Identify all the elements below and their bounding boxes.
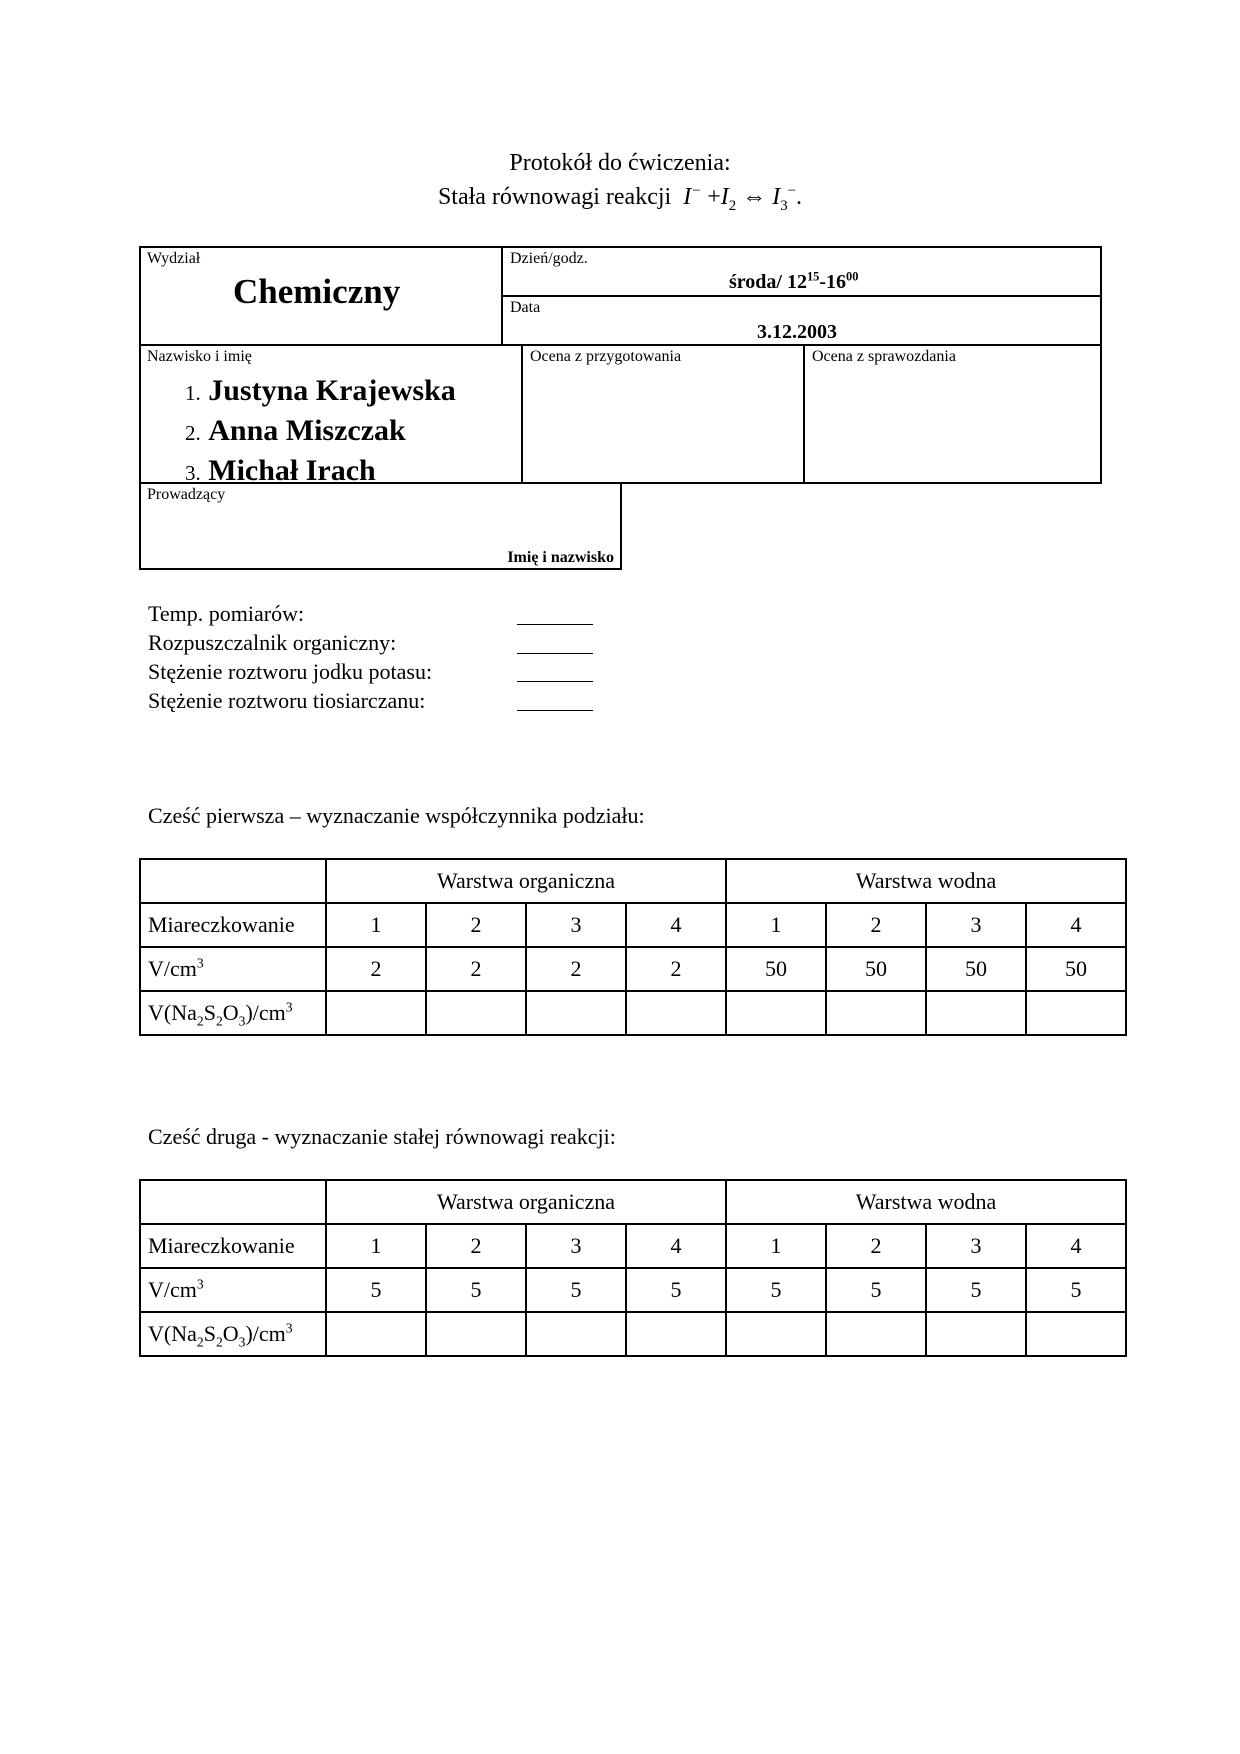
titration-cell: 4 <box>1026 1224 1126 1268</box>
part2-title: Cześć druga - wyznaczanie stałej równowagi reakcji: <box>148 1124 616 1149</box>
titration-cell: 3 <box>526 1224 626 1268</box>
volume-cell: 50 <box>1026 947 1126 991</box>
wydzial-label: Wydział <box>147 250 201 267</box>
header-line-1: Protokół do ćwiczenia: <box>509 150 731 176</box>
volume-cell: 50 <box>826 947 926 991</box>
org-header: Warstwa organiczna <box>326 1180 726 1224</box>
empty-cell[interactable] <box>426 1312 526 1356</box>
row-label-volume: $V/cm^3$ <box>140 947 326 991</box>
empty-cell[interactable] <box>726 1312 826 1356</box>
empty-cell[interactable] <box>826 1312 926 1356</box>
titration-cell: 1 <box>326 903 426 947</box>
titration-cell: 1 <box>726 1224 826 1268</box>
field-solvent-blank <box>517 653 593 654</box>
table-row <box>140 947 1126 991</box>
empty-cell[interactable] <box>326 1312 426 1356</box>
volume-cell: 5 <box>926 1268 1026 1312</box>
field-ki-blank <box>517 681 593 682</box>
empty-cell[interactable] <box>526 1312 626 1356</box>
header-line-2-text: Stała równowagi reakcji <box>437 184 672 210</box>
table-row <box>140 1268 1126 1312</box>
empty-cell[interactable] <box>626 991 726 1035</box>
titration-cell: 3 <box>926 903 1026 947</box>
wydzial-value: Chemiczny <box>233 272 401 311</box>
ocena-sprawozdania-box <box>803 344 1102 484</box>
titration-cell: 3 <box>526 903 626 947</box>
wydzial-box <box>139 246 503 346</box>
wod-header: Warstwa wodna <box>726 1180 1126 1224</box>
empty-cell[interactable] <box>326 991 426 1035</box>
header-line-2 <box>0 183 1240 214</box>
titration-cell: 1 <box>326 1224 426 1268</box>
prowadzacy-label: Prowadzący <box>147 486 226 503</box>
volume-cell: 5 <box>726 1268 826 1312</box>
titration-cell: 1 <box>726 903 826 947</box>
data-label: Data <box>510 299 541 316</box>
ocena-sprawozdania-label: Ocena z sprawozdania <box>812 348 956 365</box>
titration-cell: 2 <box>826 1224 926 1268</box>
volume-cell: 50 <box>926 947 1026 991</box>
corner-cell <box>140 1180 326 1224</box>
corner-cell <box>140 859 326 903</box>
field-solvent: Rozpuszczalnik organiczny: <box>148 630 397 655</box>
names-list <box>185 372 456 492</box>
row-label-volume: $V/cm^3$ <box>140 1268 326 1312</box>
table-row <box>140 1312 1126 1356</box>
name-item: 1. Justyna Krajewska <box>185 374 456 407</box>
empty-cell[interactable] <box>926 1312 1026 1356</box>
nazwisko-box <box>139 344 523 487</box>
empty-cell[interactable] <box>626 1312 726 1356</box>
titration-cell: 4 <box>626 903 726 947</box>
table-row <box>140 991 1126 1035</box>
dzien-value: środa/ $12^{15}-16^{00}$ <box>729 269 859 293</box>
titration-cell: 2 <box>426 1224 526 1268</box>
ocena-przygotowania-box <box>521 344 805 484</box>
table-row <box>140 1224 1126 1268</box>
part2-table <box>139 1179 1127 1357</box>
field-thio-blank <box>517 710 593 711</box>
volume-cell: 50 <box>726 947 826 991</box>
volume-cell: 5 <box>826 1268 926 1312</box>
table-row <box>140 859 1126 903</box>
nazwisko-label: Nazwisko i imię <box>147 348 252 365</box>
field-temp-blank <box>517 624 593 625</box>
prowadzacy-box <box>139 482 622 570</box>
name-item: 2. Anna Miszczak <box>185 414 406 447</box>
titration-cell: 4 <box>1026 903 1126 947</box>
titration-cell: 4 <box>626 1224 726 1268</box>
name-item: 3. Michał Irach <box>185 454 376 487</box>
volume-cell: 5 <box>626 1268 726 1312</box>
data-box <box>501 295 1102 346</box>
empty-cell[interactable] <box>1026 1312 1126 1356</box>
field-thio: Stężenie roztworu tiosiarczanu: <box>148 688 426 713</box>
row-label-thiosulfate: $V(Na_2S_2O_3)/cm^3$ <box>140 991 326 1035</box>
field-ki: Stężenie roztworu jodku potasu: <box>148 659 433 684</box>
reaction-equation: $I^- +I_2$ ⇔ $I_3^-$. <box>683 183 803 214</box>
field-temp: Temp. pomiarów: <box>148 601 305 626</box>
empty-cell[interactable] <box>926 991 1026 1035</box>
part1-title: Cześć pierwsza – wyznaczanie współczynnika podziału: <box>148 803 645 828</box>
empty-cell[interactable] <box>826 991 926 1035</box>
titration-cell: 2 <box>426 903 526 947</box>
volume-cell: 5 <box>526 1268 626 1312</box>
wod-header: Warstwa wodna <box>726 859 1126 903</box>
empty-cell[interactable] <box>726 991 826 1035</box>
imie-nazwisko-label: Imię i nazwisko <box>507 549 614 566</box>
data-value: 3.12.2003 <box>757 321 837 343</box>
titration-cell: 2 <box>826 903 926 947</box>
ocena-przygotowania-label: Ocena z przygotowania <box>530 348 682 365</box>
row-label-titration: Miareczkowanie <box>140 1224 326 1268</box>
dzien-box <box>501 246 1102 297</box>
volume-cell: 2 <box>426 947 526 991</box>
row-label-thiosulfate: $V(Na_2S_2O_3)/cm^3$ <box>140 1312 326 1356</box>
empty-cell[interactable] <box>526 991 626 1035</box>
table-row <box>140 903 1126 947</box>
volume-cell: 5 <box>326 1268 426 1312</box>
row-label-titration: Miareczkowanie <box>140 903 326 947</box>
org-header: Warstwa organiczna <box>326 859 726 903</box>
volume-cell: 2 <box>326 947 426 991</box>
empty-cell[interactable] <box>1026 991 1126 1035</box>
volume-cell: 2 <box>626 947 726 991</box>
dzien-label: Dzień/godz. <box>510 250 588 267</box>
titration-cell: 3 <box>926 1224 1026 1268</box>
table-row <box>140 1180 1126 1224</box>
part1-table <box>139 858 1127 1036</box>
volume-cell: 5 <box>426 1268 526 1312</box>
volume-cell: 2 <box>526 947 626 991</box>
empty-cell[interactable] <box>426 991 526 1035</box>
volume-cell: 5 <box>1026 1268 1126 1312</box>
